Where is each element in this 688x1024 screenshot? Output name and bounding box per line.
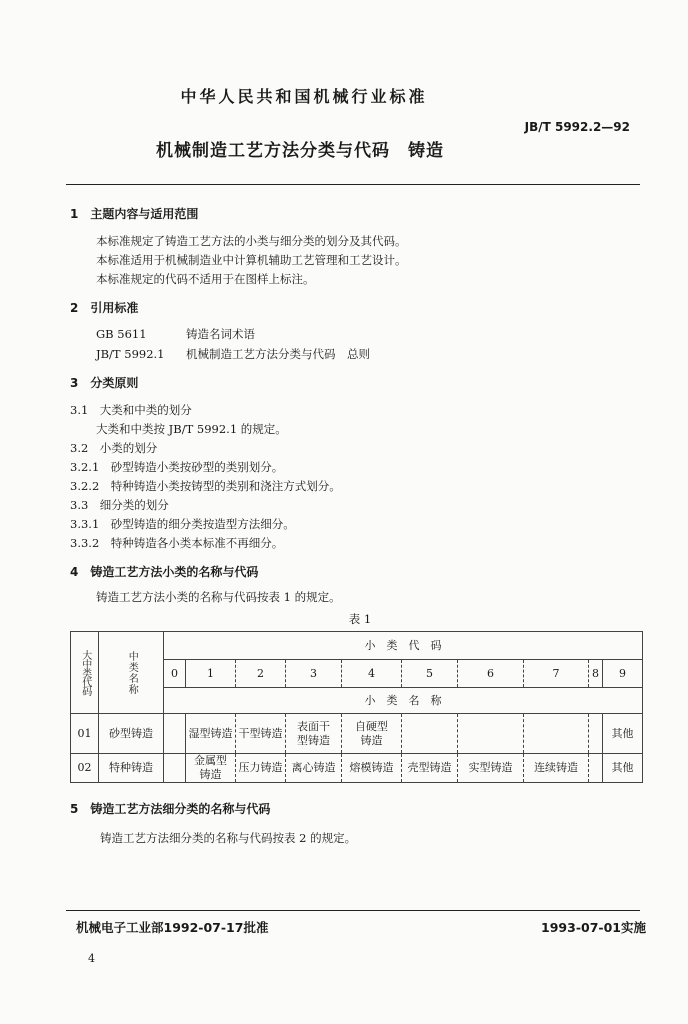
page-number: 4 [88,952,95,965]
section-4-heading: 4 铸造工艺方法小类的名称与代码 [70,565,259,579]
cell: 干型铸造 [236,714,286,754]
code-cell: 6 [458,660,524,688]
approval-line: 机械电子工业部1992-07-17批准 [76,920,269,935]
section-1-para-3: 本标准规定的代码不适用于在图样上标注。 [96,272,315,286]
cell: 离心铸造 [286,754,342,783]
cell [524,714,589,754]
issuing-org: 中华人民共和国机械行业标准 [180,87,428,106]
cell: 连续铸造 [524,754,589,783]
footer-rule [66,910,640,911]
clause-3-2-heading: 3.2 小类的划分 [70,441,158,455]
cell [589,714,603,754]
cell: 压力铸造 [236,754,286,783]
section-1-para-1: 本标准规定了铸造工艺方法的小类与细分类的划分及其代码。 [96,234,407,248]
clause-3-3-2: 3.3.2 特种铸造各小类本标准不再细分。 [70,536,284,550]
cell: 表面干型铸造 [286,714,342,754]
code-cell: 3 [286,660,342,688]
clause-3-2-1: 3.2.1 砂型铸造小类按砂型的类别划分。 [70,460,284,474]
section-5-para: 铸造工艺方法细分类的名称与代码按表 2 的规定。 [100,831,357,845]
code-cell: 9 [603,660,643,688]
cell: 其他 [603,754,643,783]
section-1-para-2: 本标准适用于机械制造业中计算机辅助工艺管理和工艺设计。 [96,253,407,267]
table-row [71,714,643,754]
reference-item [96,346,370,362]
cell [402,714,458,754]
header-mid-name: 中类名称 [99,632,164,714]
code-cell: 1 [186,660,236,688]
header-sub-name: 小 类 名 称 [164,688,643,714]
clause-3-3-heading: 3.3 细分类的划分 [70,498,169,512]
clause-3-3-1: 3.3.1 砂型铸造的细分类按造型方法细分。 [70,517,295,531]
header-sub-code: 小 类 代 码 [164,632,643,660]
cell [164,754,186,783]
cell [164,714,186,754]
standard-number: JB/T 5992.2—92 [524,120,630,134]
table-row [71,754,643,783]
clause-3-2-2: 3.2.2 特种铸造小类按铸型的类别和浇注方式划分。 [70,479,341,493]
cell [458,714,524,754]
reference-name: 机械制造工艺方法分类与代码 总则 [186,347,370,361]
reference-item [96,326,255,342]
clause-3-1-text: 大类和中类按 JB/T 5992.1 的规定。 [96,422,287,436]
header-major-code: 大中类代码 [71,632,99,714]
cell: 其他 [603,714,643,754]
cell: 壳型铸造 [402,754,458,783]
row-name: 特种铸造 [99,754,164,783]
reference-code: GB 5611 [96,327,147,341]
reference-code: JB/T 5992.1 [96,347,165,361]
code-cell: 5 [402,660,458,688]
section-1-heading: 1 主题内容与适用范围 [70,207,199,221]
section-5-heading: 5 铸造工艺方法细分类的名称与代码 [70,802,271,816]
document-title: 机械制造工艺方法分类与代码 铸造 [156,141,444,161]
row-code: 01 [71,714,99,754]
cell: 湿型铸造 [186,714,236,754]
table-caption: 表 1 [348,612,372,626]
clause-3-1-heading: 3.1 大类和中类的划分 [70,403,192,417]
code-cell: 0 [164,660,186,688]
section-3-heading: 3 分类原则 [70,376,139,390]
code-cell: 8 [589,660,603,688]
section-4-para: 铸造工艺方法小类的名称与代码按表 1 的规定。 [96,590,341,604]
cell: 自硬型铸造 [342,714,402,754]
code-cell: 7 [524,660,589,688]
section-2-heading: 2 引用标准 [70,301,139,315]
cell: 金属型铸造 [186,754,236,783]
code-cell: 2 [236,660,286,688]
reference-name: 铸造名词术语 [186,327,255,341]
implementation-date: 1993-07-01实施 [541,920,646,935]
row-name: 砂型铸造 [99,714,164,754]
classification-table [70,631,643,783]
cell: 实型铸造 [458,754,524,783]
cell: 熔模铸造 [342,754,402,783]
header-rule [66,184,640,185]
row-code: 02 [71,754,99,783]
code-cell: 4 [342,660,402,688]
cell [589,754,603,783]
